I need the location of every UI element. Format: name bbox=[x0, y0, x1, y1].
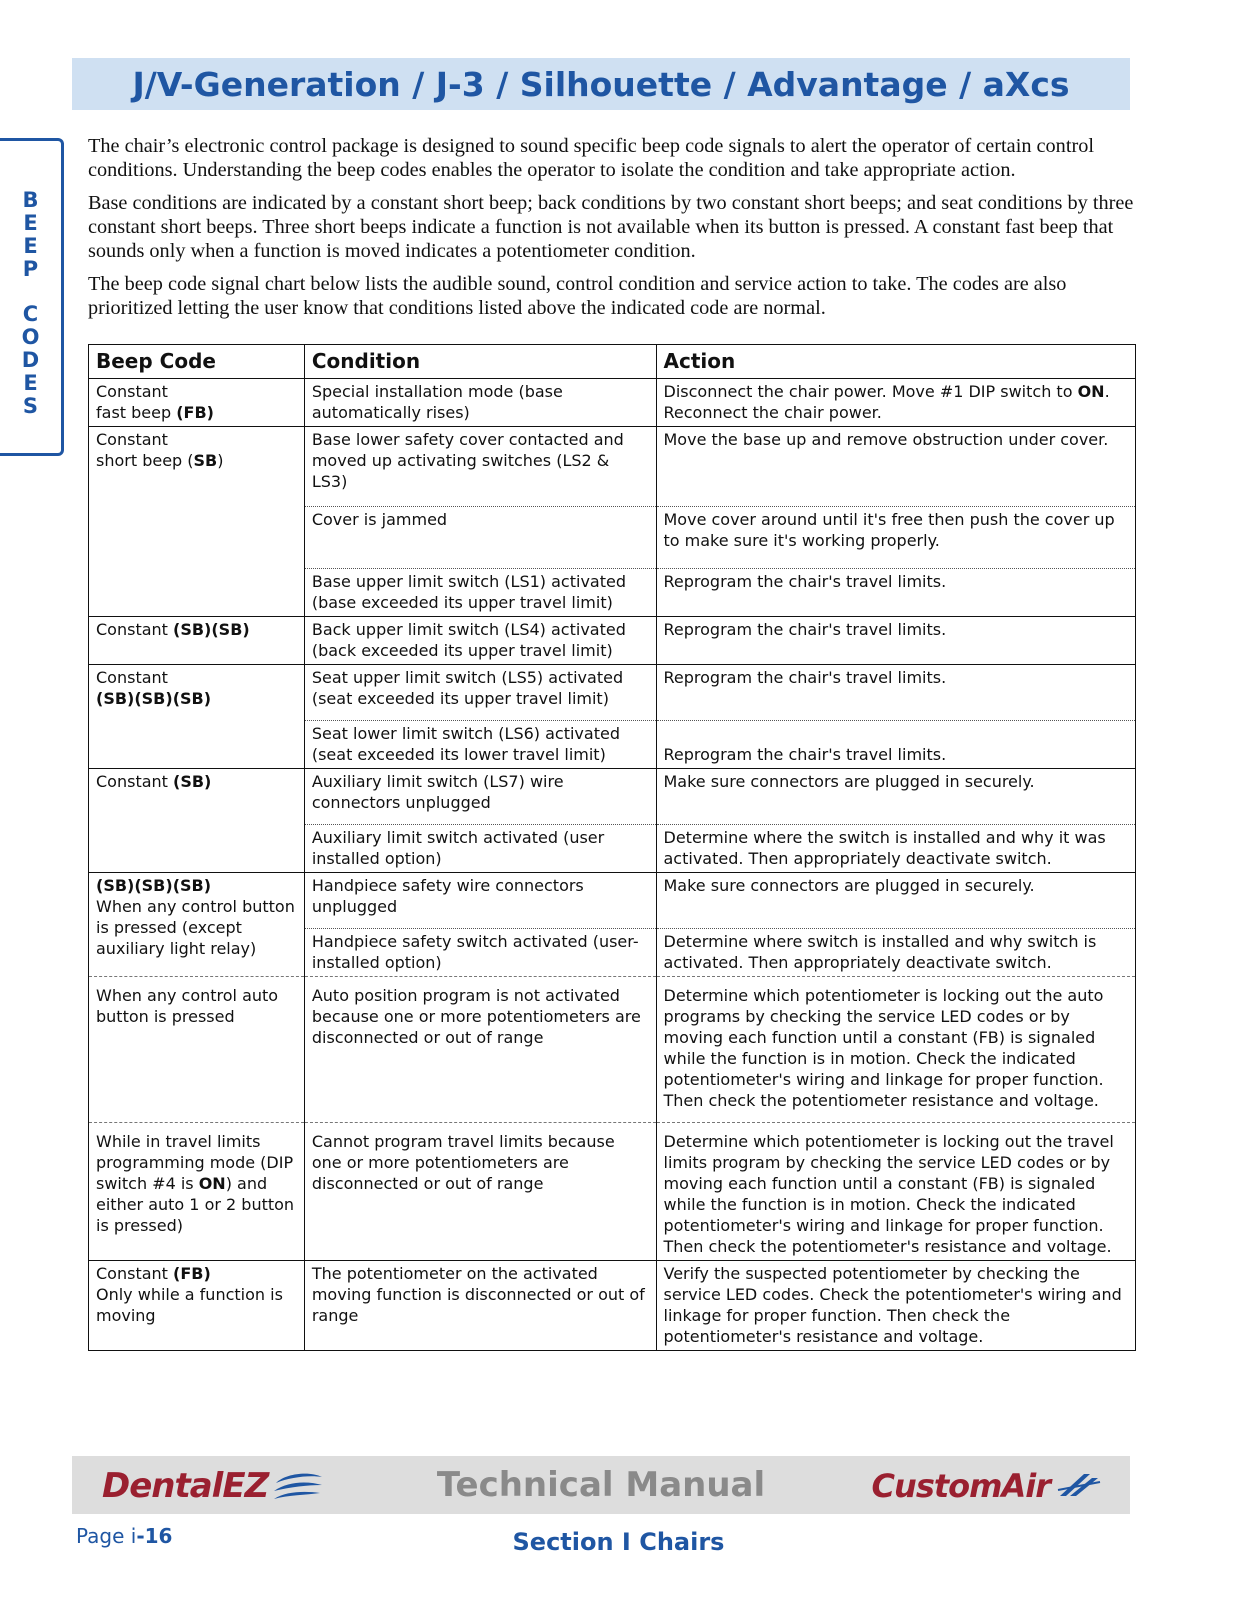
action-cell: Determine where switch is installed and why switch is activated. Then appropriately deactivate switch. bbox=[656, 929, 1136, 977]
action-cell: Determine where the switch is installed and why it was activated. Then appropriately deactivate switch. bbox=[656, 825, 1136, 873]
action-bold: ON bbox=[1077, 382, 1105, 401]
customair-logo bbox=[872, 1466, 1102, 1506]
beep-code-text: Only while a function is moving bbox=[96, 1285, 283, 1325]
tab-letter: B bbox=[22, 188, 39, 212]
condition-cell: Back upper limit switch (LS4) activated (back exceeded its upper travel limit) bbox=[304, 617, 656, 665]
tab-letter: P bbox=[22, 257, 39, 281]
beep-code-cell bbox=[89, 873, 305, 977]
tab-letter: E bbox=[23, 234, 38, 258]
action-text: . Reconnect the chair power. bbox=[663, 382, 1110, 422]
beep-code-bold: ON bbox=[198, 1174, 226, 1193]
action-cell: Determine which potentiometer is locking out the travel limits program by checking the service LED codes or by moving each function until a constant (FB) is signaled while the function is in motion. Check the indicated potentiometer's wiring and linkage for proper function. Then check the potentiometer's resistance and voltage. bbox=[656, 1123, 1136, 1261]
condition-cell: Auto position program is not activated because one or more potentiometers are disconnected or out of range bbox=[304, 977, 656, 1123]
beep-code-cell bbox=[89, 769, 305, 873]
page-number-prefix: Page i bbox=[76, 1524, 137, 1548]
condition-cell: Auxiliary limit switch (LS7) wire connectors unplugged bbox=[304, 769, 656, 825]
action-cell: Move the base up and remove obstruction under cover. bbox=[656, 427, 1136, 507]
beep-code-cell bbox=[89, 379, 305, 427]
header-condition: Condition bbox=[304, 345, 656, 379]
beep-code-cell bbox=[89, 1123, 305, 1261]
beep-code-text: Constant bbox=[96, 772, 174, 791]
table-row bbox=[89, 769, 1136, 825]
condition-cell: Cover is jammed bbox=[304, 507, 656, 569]
section-label: Section I Chairs bbox=[512, 1528, 725, 1556]
beep-code-bold: (SB)(SB)(SB) bbox=[96, 689, 212, 708]
beep-code-cell: When any control auto button is pressed bbox=[89, 977, 305, 1123]
beep-code-text: While in travel limits programming mode (DIP switch #4 is bbox=[96, 1132, 294, 1193]
table-row bbox=[89, 617, 1136, 665]
beep-code-text: When any control button is pressed (except auxiliary light relay) bbox=[96, 897, 295, 958]
condition-cell: The potentiometer on the activated moving function is disconnected or out of range bbox=[304, 1261, 656, 1351]
intro-paragraph: Base conditions are indicated by a constant short beep; back conditions by two constant short beeps; and seat conditions by three constant short beeps. Three short beeps indicate a function is not available when its button is pressed. A constant fast beep that sounds only when a function is moved indicates a potentiometer condition. bbox=[88, 192, 1134, 262]
condition-cell: Seat lower limit switch (LS6) activated (seat exceeded its lower travel limit) bbox=[304, 721, 656, 769]
beep-code-text: Constant bbox=[96, 1264, 174, 1283]
action-cell bbox=[656, 379, 1136, 427]
page-number-value: -16 bbox=[136, 1524, 173, 1548]
action-cell: Determine which potentiometer is locking out the auto programs by checking the service LED codes or by moving each function until a constant (FB) is signaled while the function is in motion. Check the indicated potentiometer's wiring and linkage for proper function. Then check the potentiometer resistance and voltage. bbox=[656, 977, 1136, 1123]
condition-cell: Special installation mode (base automatically rises) bbox=[304, 379, 656, 427]
beep-code-cell bbox=[89, 617, 305, 665]
table-row bbox=[89, 1123, 1136, 1261]
beep-code-text: Constant bbox=[96, 430, 168, 449]
tab-letter: S bbox=[22, 394, 39, 418]
action-text: Disconnect the chair power. Move #1 DIP switch to bbox=[663, 382, 1078, 401]
header-action: Action bbox=[656, 345, 1136, 379]
beep-code-text: fast beep bbox=[96, 403, 177, 422]
beep-code-bold: (SB)(SB) bbox=[173, 620, 250, 639]
table-row bbox=[89, 1261, 1136, 1351]
table-row bbox=[89, 379, 1136, 427]
tab-letter: E bbox=[23, 371, 38, 395]
table-row bbox=[89, 977, 1136, 1123]
side-tab-beep-codes[interactable] bbox=[0, 138, 64, 456]
tab-letter: D bbox=[21, 348, 40, 372]
action-cell: Reprogram the chair's travel limits. bbox=[656, 665, 1136, 721]
footer-title: Technical Manual bbox=[436, 1465, 766, 1505]
table-row bbox=[89, 873, 1136, 929]
footer-band bbox=[72, 1456, 1130, 1514]
page-title: J/V-Generation / J-3 / Silhouette / Advantage / aXcs bbox=[132, 64, 1070, 104]
condition-cell: Base lower safety cover contacted and moved up activating switches (LS2 & LS3) bbox=[304, 427, 656, 507]
beep-code-bold: SB bbox=[193, 451, 218, 470]
customair-wing-icon bbox=[1054, 1470, 1102, 1502]
action-cell: Make sure connectors are plugged in securely. bbox=[656, 873, 1136, 929]
header-beep-code: Beep Code bbox=[89, 345, 305, 379]
beep-code-bold: (FB) bbox=[176, 403, 214, 422]
tab-letter: C bbox=[22, 302, 39, 326]
beep-code-text: ) bbox=[217, 451, 224, 470]
beep-code-text: Constant bbox=[96, 668, 168, 687]
condition-cell: Seat upper limit switch (LS5) activated (seat exceeded its upper travel limit) bbox=[304, 665, 656, 721]
beep-code-bold: (SB) bbox=[173, 772, 212, 791]
beep-code-cell bbox=[89, 665, 305, 769]
condition-cell: Auxiliary limit switch activated (user installed option) bbox=[304, 825, 656, 873]
action-cell: Reprogram the chair's travel limits. bbox=[656, 569, 1136, 617]
condition-cell: Handpiece safety wire connectors unplugged bbox=[304, 873, 656, 929]
intro-text bbox=[88, 134, 1136, 329]
action-cell: Make sure connectors are plugged in securely. bbox=[656, 769, 1136, 825]
condition-cell: Base upper limit switch (LS1) activated (base exceeded its upper travel limit) bbox=[304, 569, 656, 617]
beep-code-text: ) and either auto 1 or 2 button is pressed) bbox=[96, 1174, 295, 1235]
intro-paragraph: The beep code signal chart below lists the audible sound, control condition and service action to take. The codes are also prioritized letting the user know that conditions listed above the indicated code are normal. bbox=[88, 273, 1067, 319]
table-row bbox=[89, 427, 1136, 507]
beep-code-text: short beep ( bbox=[96, 451, 194, 470]
table-header-row bbox=[89, 345, 1136, 379]
intro-paragraph: The chair’s electronic control package is designed to sound specific beep code signals to alert the operator of certain control conditions. Understanding the beep codes enables the operator to isolate the condition and take appropriate action. bbox=[88, 135, 1094, 181]
table-row bbox=[89, 665, 1136, 721]
beep-code-table bbox=[88, 344, 1136, 1351]
action-cell: Reprogram the chair's travel limits. bbox=[656, 721, 1136, 769]
header-band bbox=[72, 58, 1130, 110]
customair-logo-text: CustomAir bbox=[871, 1467, 1050, 1505]
condition-cell: Handpiece safety switch activated (user-installed option) bbox=[304, 929, 656, 977]
action-cell: Reprogram the chair's travel limits. bbox=[656, 617, 1136, 665]
tab-letter: E bbox=[23, 211, 38, 235]
beep-code-bold: (FB) bbox=[173, 1264, 211, 1283]
action-cell: Verify the suspected potentiometer by checking the service LED codes. Check the potentiometer's wiring and linkage for proper function. Then check the potentiometer's resistance and voltage. bbox=[656, 1261, 1136, 1351]
condition-cell: Cannot program travel limits because one or more potentiometers are disconnected or out of range bbox=[304, 1123, 656, 1261]
beep-code-text: Constant bbox=[96, 382, 168, 401]
beep-code-bold: (SB)(SB)(SB) bbox=[96, 876, 212, 895]
action-cell: Move cover around until it's free then push the cover up to make sure it's working properly. bbox=[656, 507, 1136, 569]
beep-code-cell bbox=[89, 427, 305, 617]
tab-letter: O bbox=[21, 325, 40, 349]
beep-code-text: Constant bbox=[96, 620, 174, 639]
beep-code-cell bbox=[89, 1261, 305, 1351]
dentalez-logo-text: DentalEZ bbox=[102, 1466, 269, 1506]
side-tab-letters bbox=[22, 189, 40, 418]
